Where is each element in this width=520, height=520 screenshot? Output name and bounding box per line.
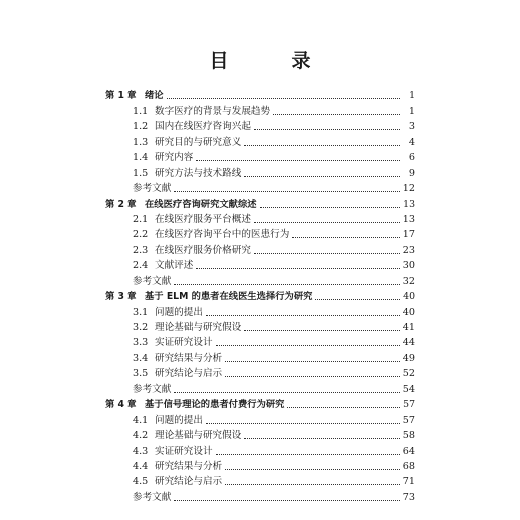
section-number: 4.3 [133, 445, 149, 457]
toc-refs-row[interactable] [105, 488, 415, 503]
toc-section-row[interactable] [105, 442, 415, 457]
page-number: 57 [402, 414, 415, 426]
section-title: 在线医疗咨询平台中的医患行为 [155, 229, 290, 241]
section-title: 数字医疗的背景与发展趋势 [155, 105, 271, 117]
dot-leader [174, 499, 399, 501]
toc-section-row[interactable] [105, 241, 415, 256]
section-number: 3.4 [133, 352, 149, 364]
section-number: 1.4 [133, 152, 149, 164]
references-label: 参考文献 [133, 183, 172, 195]
section-title: 理论基础与研究假设 [155, 322, 242, 333]
section-number: 1.1 [133, 105, 149, 117]
section-title: 国内在线医疗咨询兴起 [155, 121, 251, 133]
dot-leader [174, 391, 399, 393]
page-number: 1 [408, 105, 415, 117]
toc-section-row[interactable] [105, 164, 415, 179]
toc-section-row[interactable] [105, 427, 415, 442]
page-number: 52 [402, 368, 415, 380]
section-number: 2.2 [133, 229, 149, 241]
toc-section-row[interactable] [105, 211, 415, 226]
toc-section-row[interactable] [105, 303, 415, 318]
dot-leader [167, 97, 400, 99]
section-title: 实证研究设计 [155, 337, 213, 349]
page-number: 12 [402, 183, 415, 195]
toc-section-row[interactable] [105, 458, 415, 473]
dot-leader [225, 483, 400, 485]
section-number: 3.2 [133, 322, 149, 333]
page-number: 49 [402, 352, 415, 364]
toc-section-row[interactable] [105, 226, 415, 241]
dot-leader [196, 267, 399, 269]
section-title: 实证研究设计 [155, 445, 213, 457]
section-number: 4.4 [133, 460, 149, 472]
toc-section-row[interactable] [105, 149, 415, 164]
dot-leader [225, 375, 400, 377]
dot-leader [174, 283, 399, 285]
section-title: 研究方法与技术路线 [155, 167, 242, 179]
section-title: 在线医疗服务平台概述 [155, 213, 251, 225]
section-number: 3.1 [133, 306, 149, 318]
section-title: 研究内容 [155, 152, 194, 164]
chapter-number: 第 2 章 [105, 198, 137, 210]
page-number: 13 [402, 213, 415, 225]
page-number: 57 [403, 399, 415, 411]
page-number: 1 [409, 90, 415, 102]
dot-leader [244, 144, 400, 146]
toc-section-row[interactable] [105, 319, 415, 334]
dot-leader [315, 298, 400, 300]
dot-leader [244, 175, 400, 177]
page-number: 73 [402, 491, 415, 503]
toc-refs-row[interactable] [105, 272, 415, 287]
section-number: 4.5 [133, 476, 149, 488]
chapter-number: 第 4 章 [105, 399, 137, 411]
dot-leader [244, 329, 399, 331]
page-number: 17 [402, 229, 415, 241]
section-title: 研究结论与启示 [155, 368, 223, 380]
dot-leader [244, 437, 399, 439]
dot-leader [225, 360, 400, 362]
toc-refs-row[interactable] [105, 380, 415, 395]
chapter-number: 第 3 章 [105, 291, 137, 303]
section-number: 3.3 [133, 337, 149, 349]
page-number: 30 [402, 260, 415, 272]
toc-section-row[interactable] [105, 133, 415, 148]
section-title: 研究结论与启示 [155, 476, 223, 488]
dot-leader [206, 422, 400, 424]
toc-section-row[interactable] [105, 118, 415, 133]
section-number: 2.1 [133, 213, 149, 225]
section-number: 1.5 [133, 167, 149, 179]
section-title: 研究结果与分析 [155, 460, 223, 472]
dot-leader [292, 236, 399, 238]
section-title: 理论基础与研究假设 [155, 430, 242, 442]
chapter-title: 在线医疗咨询研究文献综述 [145, 198, 257, 210]
dot-leader [174, 190, 399, 192]
dot-leader [254, 252, 400, 254]
toc-section-row[interactable] [105, 349, 415, 364]
page-number: 58 [402, 430, 415, 442]
chapter-number: 第 1 章 [105, 90, 137, 102]
toc-section-row[interactable] [105, 334, 415, 349]
toc-chapter-row[interactable] [105, 195, 415, 210]
page-number: 40 [402, 306, 415, 318]
chapter-title: 基于信号理论的患者付费行为研究 [145, 399, 285, 411]
section-number: 1.2 [133, 121, 149, 133]
section-title: 问题的提出 [155, 414, 203, 426]
dot-leader [206, 314, 400, 316]
dot-leader [225, 468, 400, 470]
references-label: 参考文献 [133, 491, 172, 503]
section-number: 4.2 [133, 430, 149, 442]
chapter-title: 基于 ELM 的患者在线医生选择行为研究 [145, 291, 313, 303]
page-number: 68 [402, 460, 415, 472]
page-number: 64 [402, 445, 415, 457]
page-number: 3 [408, 121, 415, 133]
dot-leader [273, 113, 400, 115]
page-number: 41 [402, 322, 415, 333]
section-number: 3.5 [133, 368, 149, 380]
toc-chapter-row[interactable] [105, 87, 415, 102]
dot-leader [254, 221, 400, 223]
page-number: 44 [402, 337, 415, 349]
page-number: 40 [403, 291, 415, 303]
references-label: 参考文献 [133, 383, 172, 395]
toc-section-row[interactable] [105, 411, 415, 426]
page-number: 13 [403, 198, 415, 210]
page-number: 6 [408, 152, 415, 164]
dot-leader [287, 406, 400, 408]
page-number: 4 [408, 136, 415, 148]
chapter-title: 绪论 [145, 90, 164, 102]
toc-section-row[interactable] [105, 257, 415, 272]
toc-section-row[interactable] [105, 473, 415, 488]
dot-leader [196, 159, 400, 161]
section-number: 2.3 [133, 244, 149, 256]
section-title: 问题的提出 [155, 306, 203, 318]
dot-leader [254, 128, 400, 130]
page-number: 54 [402, 383, 415, 395]
page-number: 9 [408, 167, 415, 179]
page-number: 32 [402, 275, 415, 287]
table-of-contents [105, 87, 415, 504]
dot-leader [260, 206, 400, 208]
dot-leader [216, 453, 400, 455]
section-title: 在线医疗服务价格研究 [155, 244, 251, 256]
references-label: 参考文献 [133, 275, 172, 287]
page-title: 目 录 [209, 50, 333, 72]
section-number: 4.1 [133, 414, 149, 426]
section-number: 1.3 [133, 136, 149, 148]
toc-chapter-row[interactable] [105, 288, 415, 303]
dot-leader [216, 344, 400, 346]
toc-section-row[interactable] [105, 365, 415, 380]
section-title: 研究结果与分析 [155, 352, 223, 364]
section-number: 2.4 [133, 260, 149, 272]
section-title: 文献评述 [155, 260, 194, 272]
page-number: 23 [402, 244, 415, 256]
toc-refs-row[interactable] [105, 180, 415, 195]
toc-section-row[interactable] [105, 102, 415, 117]
page-number: 71 [402, 476, 415, 488]
toc-chapter-row[interactable] [105, 396, 415, 411]
section-title: 研究目的与研究意义 [155, 136, 242, 148]
